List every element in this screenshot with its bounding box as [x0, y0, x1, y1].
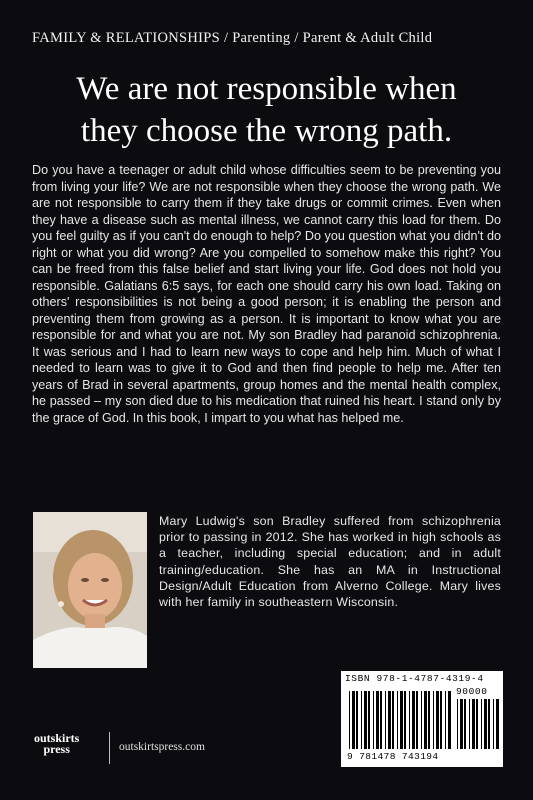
barcode-bar: [368, 691, 370, 749]
barcode-bar: [481, 699, 482, 749]
barcode-bar: [352, 691, 355, 749]
barcode-bar: [400, 691, 403, 749]
headline: [0, 68, 533, 152]
publisher-url: outskirtspress.com: [119, 741, 205, 753]
publisher-divider: [109, 732, 110, 764]
barcode-bar: [412, 691, 415, 749]
barcode-bar: [385, 691, 386, 749]
author-portrait-image: [33, 512, 147, 668]
barcode-bar: [356, 691, 358, 749]
publisher-logo-line-1: outskirts: [34, 731, 80, 745]
barcode-bar: [397, 691, 398, 749]
barcode-bar: [416, 691, 418, 749]
barcode-bar: [488, 699, 490, 749]
publisher-logo-line-2: press: [43, 742, 70, 756]
barcode-bar: [445, 691, 446, 749]
barcode-bar: [484, 699, 487, 749]
barcode-bars: [345, 685, 500, 751]
barcode-bar: [460, 699, 463, 749]
isbn-number: ISBN 978-1-4787-4319-4: [345, 673, 484, 684]
publisher-logo: [34, 733, 79, 755]
ean-digits: 9 781478 743194: [347, 751, 439, 762]
isbn-barcode: [341, 671, 503, 767]
barcode-bar: [472, 699, 475, 749]
barcode-bar: [388, 691, 391, 749]
author-photo: [33, 512, 147, 668]
barcode-bar: [373, 691, 374, 749]
barcode-bar: [448, 691, 451, 749]
barcode-bar: [424, 691, 427, 749]
barcode-bar: [349, 691, 350, 749]
barcode-bar: [436, 691, 439, 749]
barcode-bar: [433, 691, 434, 749]
barcode-bar: [404, 691, 406, 749]
barcode-bar: [380, 691, 382, 749]
barcode-bar: [392, 691, 394, 749]
barcode-bar: [469, 699, 470, 749]
barcode-bar: [440, 691, 442, 749]
barcode-bar: [476, 699, 478, 749]
headline-line-1: We are not responsible when: [76, 71, 457, 107]
barcode-bar: [364, 691, 367, 749]
barcode-bar: [496, 699, 499, 749]
barcode-bar: [409, 691, 410, 749]
barcode-bar: [376, 691, 379, 749]
barcode-bar: [464, 699, 466, 749]
barcode-bar: [457, 699, 458, 749]
headline-line-2: they choose the wrong path.: [80, 113, 453, 149]
barcode-bar: [493, 699, 494, 749]
price-code: 90000: [456, 686, 488, 697]
author-bio: Mary Ludwig's son Bradley suffered from schizophrenia prior to passing in 2012. She has worked in high schools as a teacher, including special education; and in adult training/education. She has an MA in Instructional Design/Adult Education from Alverno College. Mary lives with her family in southeastern Wisconsin.: [159, 514, 501, 610]
barcode-bar: [361, 691, 362, 749]
book-description: Do you have a teenager or adult child whose difficulties seem to be preventing you from living your life? We are not responsible when they choose the wrong path. We are not responsible to carry them if they take drugs or commit crimes. Even when they have a disease such as mental illness, we cannot carry this load for them. Do you feel guilty as if you can't do enough to help? Do you question what you didn't do right or what you did wrong? Are you compelled to somehow make this right? You can be freed from this false belief and start living your life. God does not hold you responsible. Galatians 6:5 says, for each one should carry his own load. Taking on others' responsibilities is not being a good person; it is enabling the person and preventing them from growing as a person. It is important to know what you are responsible for and what you are not. My son Bradley had paranoid schizophrenia. It was serious and I had to learn new ways to cope and help him. Much of what I needed to learn was to give it to God and then find people to help me. After ten years of Brad in several apartments, group homes and the mental health complex, he passed – my son died due to his medication that ruined his heart. I stand only by the grace of God. In this book, I impart to you what has helped me.: [32, 163, 501, 425]
barcode-bar: [421, 691, 422, 749]
barcode-bar: [428, 691, 430, 749]
category-line: FAMILY & RELATIONSHIPS / Parenting / Parent & Adult Child: [32, 30, 433, 46]
